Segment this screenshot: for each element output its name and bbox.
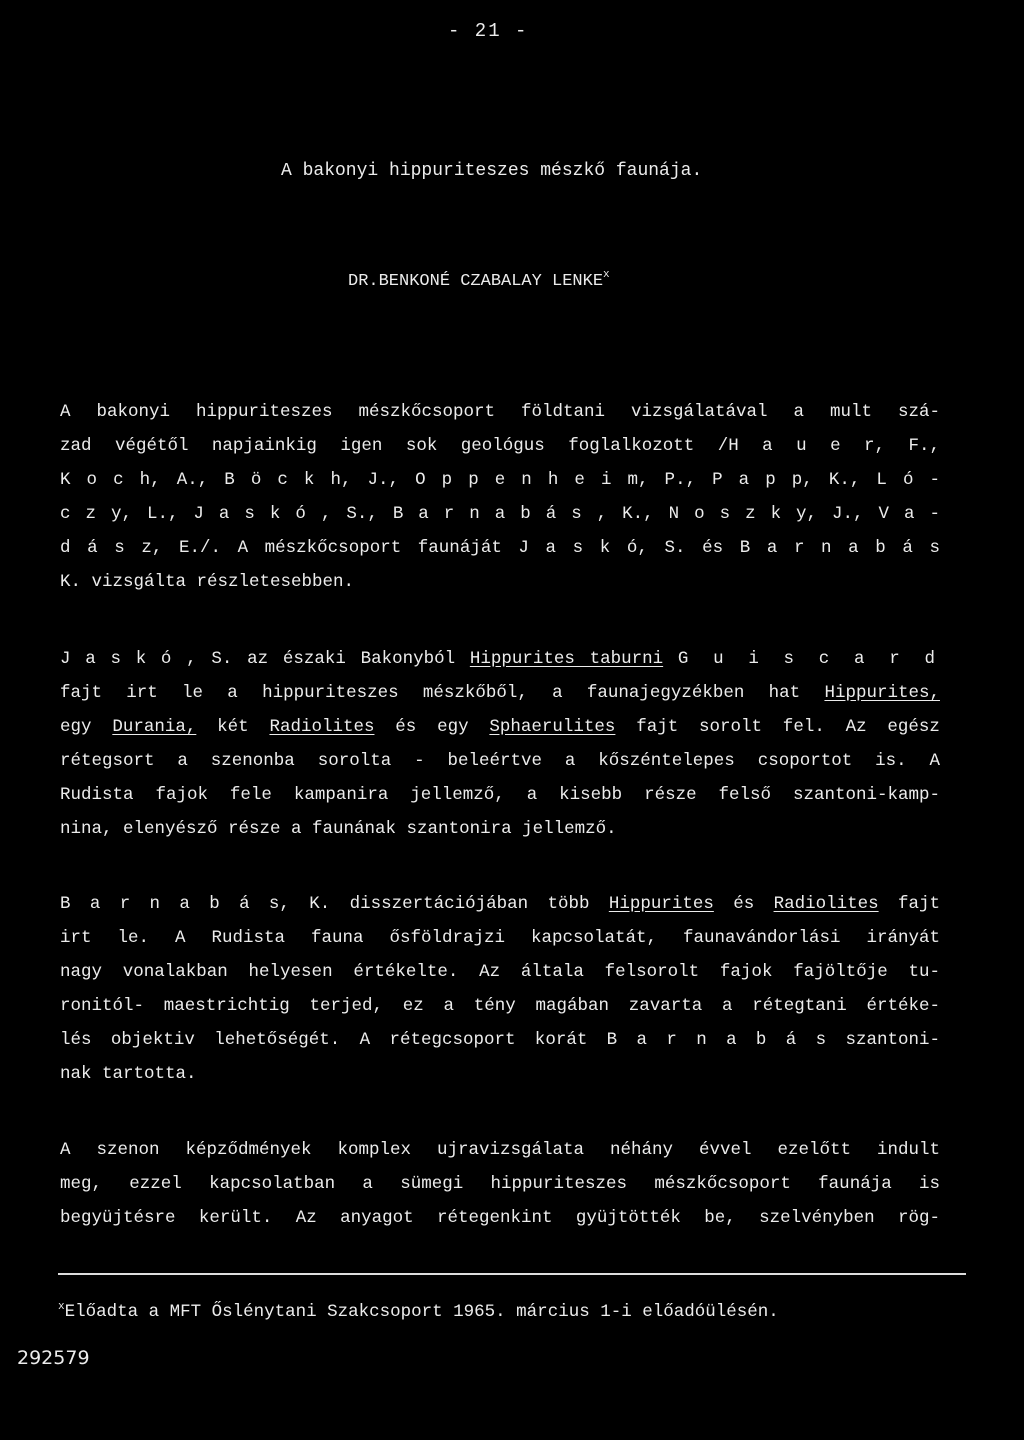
- text-run: J a s k ó , S. az északi Bakonyból: [60, 649, 456, 669]
- paragraph-1: [60, 395, 940, 599]
- text-run: fajt: [897, 894, 940, 914]
- text-run: és egy: [395, 717, 469, 737]
- text-run: fajt irt le a hippuriteszes mészkőből, a faunajegyzékben hat: [60, 683, 801, 703]
- article-title: A bakonyi hippuriteszes mészkő faunája.: [281, 161, 703, 181]
- taxon-name: Hippurites taburni: [469, 649, 664, 669]
- footnote: [58, 1301, 779, 1322]
- paragraph-3: [60, 887, 940, 1091]
- author-name: [348, 269, 610, 291]
- paragraph-line: K. vizsgálta részletesebben.: [60, 572, 355, 592]
- paragraph-2: [60, 642, 940, 846]
- footnote-mark: x: [58, 1301, 65, 1313]
- paragraph-line: A bakonyi hippuriteszes mészkőcsoport földtani vizsgálatával a mult szá-: [60, 402, 940, 422]
- paragraph-4: [60, 1133, 940, 1235]
- paragraph-line: [60, 710, 940, 744]
- taxon-name: Hippurites: [608, 894, 714, 914]
- paragraph-line: begyüjtésre került. Az anyagot rétegenkint gyüjtötték be, szelvényben rög-: [60, 1208, 940, 1228]
- footnote-divider: [58, 1273, 966, 1275]
- footnote-text: Előadta a MFT Őslénytani Szakcsoport 1965. március 1-i előadóülésén.: [64, 1302, 779, 1322]
- taxon-name: Sphaerulites: [489, 717, 616, 737]
- paragraph-line: K o c h, A., B ö c k h, J., O p p e n h e i m, P., P a p p, K., L ó -: [60, 470, 940, 490]
- paragraph-line: [60, 676, 940, 710]
- text-run: két: [217, 717, 249, 737]
- paragraph-line: nak tartotta.: [60, 1064, 197, 1084]
- paragraph-line: ronitól- maestrichtig terjed, ez a tény magában zavarta a rétegtani értéke-: [60, 996, 940, 1016]
- page-number: - 21 -: [448, 20, 529, 42]
- paragraph-line: Rudista fajok fele kampanira jellemző, a kisebb része felső szantoni-kamp-: [60, 785, 940, 805]
- paragraph-line: A szenon képződmények komplex ujravizsgálata néhány évvel ezelőtt indult: [60, 1140, 940, 1160]
- taxon-name: Radiolites: [773, 894, 879, 914]
- paragraph-line: zad végétől napjainkig igen sok geológus foglalkozott /H a u e r, F.,: [60, 436, 940, 456]
- archive-number: 292579: [17, 1347, 90, 1369]
- paragraph-line: rétegsort a szenonba sorolta - beleértve a kőszéntelepes csoportot is. A: [60, 751, 940, 771]
- paragraph-line: irt le. A Rudista fauna ősföldrajzi kapcsolatát, faunavándorlási irányát: [60, 928, 940, 948]
- text-run: egy: [60, 717, 92, 737]
- paragraph-line: nina, elenyésző része a faunának szantonira jellemző.: [60, 819, 617, 839]
- author-footnote-mark: x: [603, 269, 610, 281]
- paragraph-line: [60, 887, 940, 921]
- text-run: B a r n a b á s, K. disszertációjában több: [60, 894, 590, 914]
- taxon-name: Radiolites: [269, 717, 375, 737]
- taxon-name: Hippurites,: [824, 683, 940, 703]
- paragraph-line: lés objektiv lehetőségét. A rétegcsoport korát B a r n a b á s szantoni-: [60, 1030, 940, 1050]
- taxon-name: Durania,: [112, 717, 197, 737]
- paragraph-line: nagy vonalakban helyesen értékelte. Az általa felsorolt fajok fajöltője tu-: [60, 962, 940, 982]
- paragraph-line: c z y, L., J a s k ó , S., B a r n a b á s , K., N o s z k y, J., V a -: [60, 504, 940, 524]
- text-run: fajt sorolt fel. Az egész: [636, 717, 940, 737]
- author-text: DR.BENKONÉ CZABALAY LENKE: [348, 272, 604, 291]
- paragraph-line: meg, ezzel kapcsolatban a sümegi hippuriteszes mészkőcsoport faunája is: [60, 1174, 940, 1194]
- paragraph-line: [60, 642, 940, 676]
- text-run: és: [733, 894, 755, 914]
- author-citation: G u i s c a r d: [677, 649, 940, 669]
- paragraph-line: d á s z, E./. A mészkőcsoport faunáját J a s k ó, S. és B a r n a b á s: [60, 538, 940, 558]
